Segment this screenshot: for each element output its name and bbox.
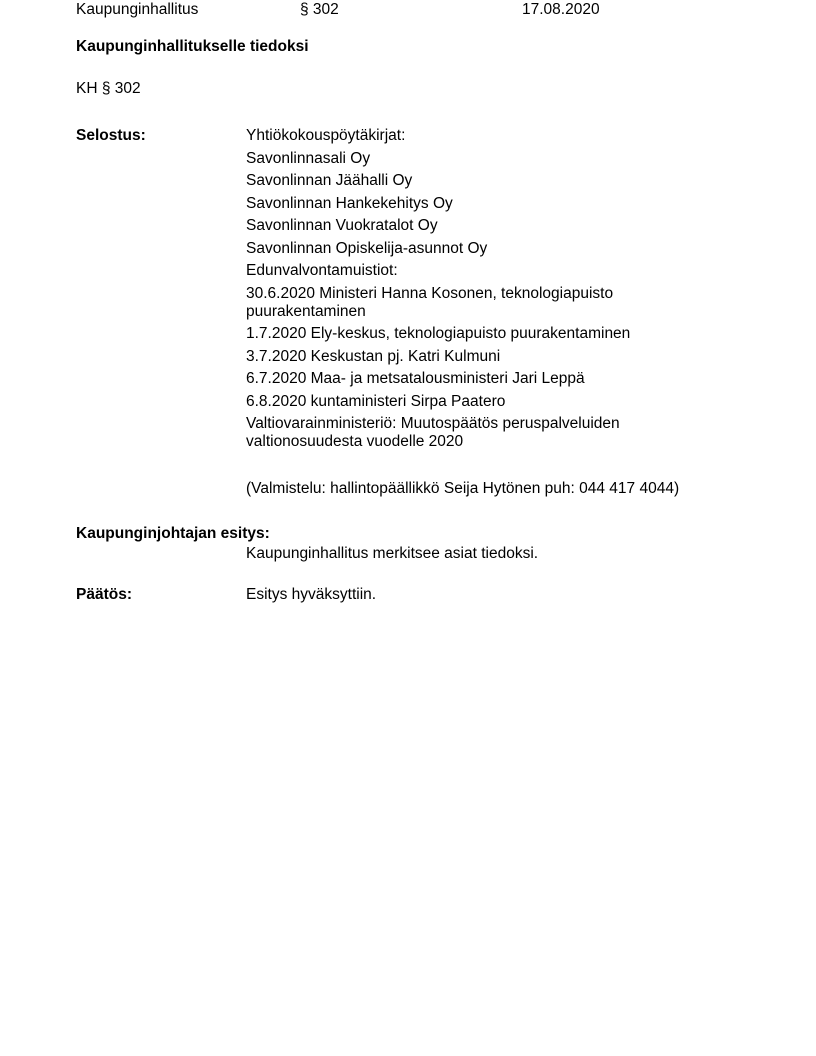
header-section: § 302 [300,1,339,18]
decision-label: Päätös: [76,586,132,603]
list-item: Valtiovarainministeriö: Muutospäätös peruspalveluiden valtionosuudesta vuodelle 2020 [246,415,620,450]
list-item: Savonlinnasali Oy [246,149,371,167]
list-item: 30.6.2020 Ministeri Hanna Kosonen, teknologiapuisto puurakentaminen [246,284,614,320]
selostus-list [246,127,666,451]
proposal-text: Kaupunginhallitus merkitsee asiat tiedoksi. [246,545,539,562]
list-item: Edunvalvontamuistiot: [246,262,398,279]
header-body-name: Kaupunginhallitus [76,1,199,18]
selostus-label: Selostus: [76,127,146,144]
list-item: 6.7.2020 Maa- ja metsatalousministeri Jari Leppä [246,370,585,387]
list-item: Savonlinnan Opiskelija-asunnot Oy [246,239,488,257]
proposal-label: Kaupunginjohtajan esitys: [76,525,270,542]
decision-text: Esitys hyväksyttiin. [246,586,377,603]
document-title: Kaupunginhallitukselle tiedoksi [76,38,309,55]
list-item: Savonlinnan Hankekehitys Oy [246,194,453,212]
list-item: Savonlinnan Vuokratalot Oy [246,217,438,234]
reference: KH § 302 [76,80,141,97]
list-item: 3.7.2020 Keskustan pj. Katri Kulmuni [246,347,501,365]
list-item: 1.7.2020 Ely-keskus, teknologiapuisto puurakentaminen [246,325,631,342]
list-item: Savonlinnan Jäähalli Oy [246,172,413,189]
list-item: 6.8.2020 kuntaministeri Sirpa Paatero [246,392,506,410]
preparer-note: (Valmistelu: hallintopäällikkö Seija Hytönen puh: 044 417 4044) [246,480,680,497]
header-date: 17.08.2020 [522,1,600,18]
list-item: Yhtiökokouspöytäkirjat: [246,127,406,144]
